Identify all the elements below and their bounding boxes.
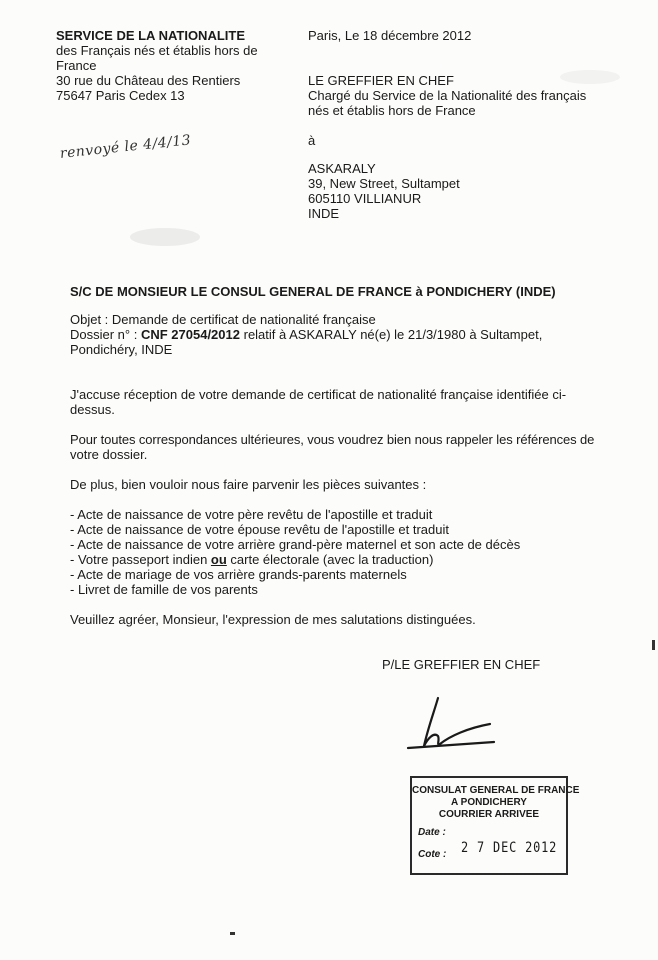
stamp-line2: A PONDICHERY — [451, 797, 527, 808]
sender-service: SERVICE DE LA NATIONALITE — [56, 28, 245, 43]
stamp-date-label: Date : — [418, 827, 446, 838]
p2-line1: Pour toutes correspondances ultérieures, vous voudrez bien nous rappeler les références de — [70, 432, 595, 447]
greffier-title: LE GREFFIER EN CHEF — [308, 73, 454, 88]
recipient-country: INDE — [308, 206, 340, 221]
scan-edge-mark — [652, 640, 655, 650]
dossier-ref: CNF 27054/2012 — [140, 327, 240, 342]
place-date: Paris, Le 18 décembre 2012 — [308, 28, 472, 43]
stamp-cote-label: Cote : — [418, 849, 447, 860]
arrival-stamp — [410, 776, 580, 875]
piece-item-1: - Acte de naissance de votre père revêtu de l'apostille et traduit — [70, 507, 433, 522]
recipient-city: 605110 VILLIANUR — [308, 191, 422, 206]
closing-line: Veuillez agréer, Monsieur, l'expression de mes salutations distinguées. — [70, 612, 476, 627]
greffier-line2: nés et établis hors de France — [308, 103, 476, 118]
scan-smudge — [130, 228, 200, 246]
p3-line: De plus, bien vouloir nous faire parvenir les pièces suivantes : — [70, 477, 427, 492]
sender-sub1: des Français nés et établis hors de — [56, 43, 258, 58]
piece-item-2: - Acte de naissance de votre épouse revêtu de l'apostille et traduit — [70, 522, 449, 537]
sender-address1: 30 rue du Château des Rentiers — [56, 73, 241, 88]
objet-line — [70, 312, 376, 327]
piece-item-4 — [70, 552, 433, 567]
dossier-line — [70, 327, 542, 342]
piece-item-6: - Livret de famille de vos parents — [70, 582, 258, 597]
stamp-line1: CONSULAT GENERAL DE FRANCE — [412, 785, 580, 796]
scan-dot — [230, 932, 235, 935]
signature-title: P/LE GREFFIER EN CHEF — [382, 657, 541, 672]
piece-item-4-ou: ou — [210, 552, 227, 567]
dossier-label: Dossier n° : — [70, 327, 138, 342]
dossier-text2: Pondichéry, INDE — [70, 342, 173, 357]
sender-address2: 75647 Paris Cedex 13 — [56, 88, 185, 103]
to-word: à — [308, 133, 316, 148]
p1-line1: J'accuse réception de votre demande de certificat de nationalité française identifiée ci- — [70, 387, 567, 402]
sc-line: S/C DE MONSIEUR LE CONSUL GENERAL DE FRANCE à PONDICHERY (INDE) — [70, 284, 556, 299]
stamp-line3: COURRIER ARRIVEE — [438, 809, 540, 820]
objet-label: Objet : — [70, 312, 109, 327]
piece-item-3: - Acte de naissance de votre arrière grand-père maternel et son acte de décès — [70, 537, 521, 552]
recipient-street: 39, New Street, Sultampet — [308, 176, 460, 191]
piece-item-4-b: carte électorale (avec la traduction) — [226, 552, 434, 567]
p2-line2: votre dossier. — [70, 447, 148, 462]
recipient-name: ASKARALY — [308, 161, 376, 176]
dossier-text: relatif à ASKARALY né(e) le 21/3/1980 à Sultampet, — [243, 327, 543, 342]
signature-mark — [398, 688, 498, 760]
piece-item-5: - Acte de mariage de vos arrière grands-parents maternels — [70, 567, 407, 582]
handwritten-note: renvoyé le 4/4/13 — [59, 132, 192, 162]
stamp-date-value: 2 7 DEC 2012 — [461, 840, 558, 856]
sender-sub2: France — [56, 58, 97, 73]
p1-line2: dessus. — [70, 402, 115, 417]
objet-text: Demande de certificat de nationalité française — [111, 312, 376, 327]
greffier-line1: Chargé du Service de la Nationalité des français — [308, 88, 587, 103]
piece-item-4-a: - Votre passeport indien — [70, 552, 211, 567]
scan-smudge — [560, 70, 620, 84]
